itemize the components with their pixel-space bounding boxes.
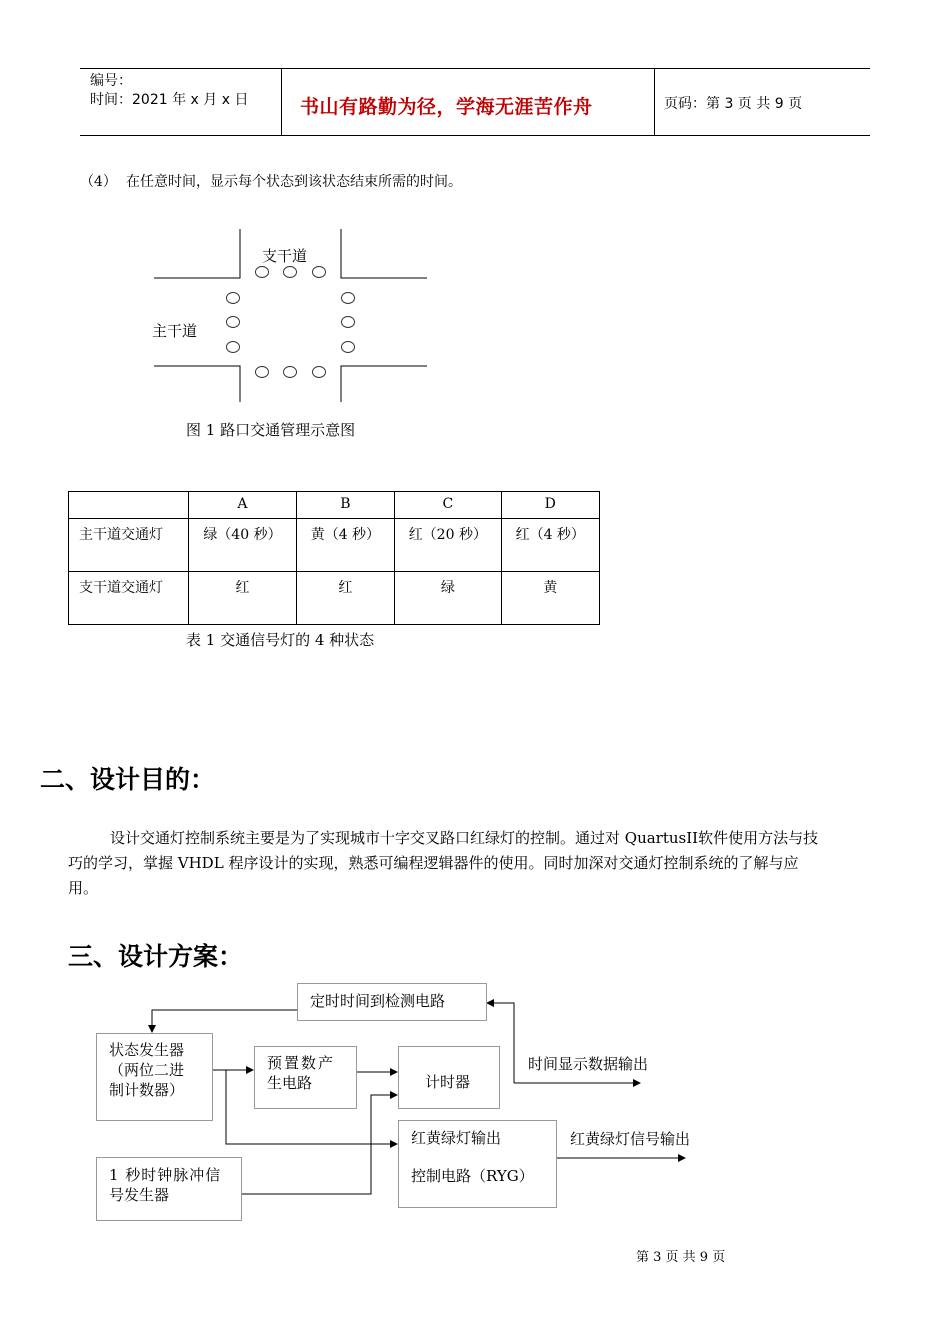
table-cell: 红 xyxy=(296,572,394,625)
section3-heading: 三、设计方案： xyxy=(68,942,244,971)
road-edge-top-left xyxy=(154,229,240,278)
table-row xyxy=(69,519,600,572)
timer-block xyxy=(398,1046,500,1109)
header-page-label: 页码：第 3 页 共 9 页 xyxy=(664,96,803,112)
signal-light xyxy=(342,342,355,353)
ryg-output-label: 红黄绿灯信号输出 xyxy=(570,1130,691,1148)
footer-page-number: 第 3 页 共 9 页 xyxy=(636,1250,726,1265)
signal-light xyxy=(284,267,297,278)
ryg-label-line2: 控制电路（RYG） xyxy=(411,1167,534,1185)
table-header-cell xyxy=(69,492,189,519)
requirement-index: （4） xyxy=(80,174,117,190)
signal-light xyxy=(256,367,269,378)
table-cell: 红（20 秒） xyxy=(395,519,501,572)
section2-paragraph-line2: 巧的学习，掌握 VHDL 程序设计的实现，熟悉可编程逻辑器件的使用。同时加深对交通灯控制系统的了解与应 xyxy=(68,854,799,872)
header-number-label: 编号： xyxy=(90,73,132,89)
table-header-cell: C xyxy=(395,492,501,519)
table-header-cell: D xyxy=(501,492,599,519)
main-road-label: 主干道 xyxy=(152,322,198,340)
header-time-label: 时间：2021 年 x 月 x 日 xyxy=(90,92,249,108)
preset-block xyxy=(254,1046,357,1109)
requirement-text: 在任意时间，显示每个状态到该状态结束所需的时间。 xyxy=(126,174,462,190)
section2-paragraph-line1: 设计交通灯控制系统主要是为了实现城市十字交叉路口红绿灯的控制。通过对 QuartusII软件使用方法与技 xyxy=(110,829,819,847)
figure1-caption: 图 1 路口交通管理示意图 xyxy=(186,421,356,439)
table-cell: 黄 xyxy=(501,572,599,625)
ryg-control-block xyxy=(398,1120,557,1208)
connector-clock-to-timer xyxy=(241,1095,397,1194)
preset-label-line1: 预置数产 xyxy=(267,1054,336,1072)
state-generator-label-line2: （两位二进 xyxy=(109,1061,185,1079)
clock-generator-block xyxy=(96,1157,242,1221)
timer-check-block xyxy=(297,983,487,1021)
table-row-label: 支干道交通灯 xyxy=(69,572,189,625)
header-divider-right xyxy=(654,69,655,136)
signal-light xyxy=(284,367,297,378)
state-generator-label-line3: 制计数器） xyxy=(109,1081,185,1099)
table-cell: 绿（40 秒） xyxy=(189,519,296,572)
clock-label-line2: 号发生器 xyxy=(109,1186,170,1204)
preset-label-line2: 生电路 xyxy=(267,1074,313,1092)
signal-light xyxy=(227,317,240,328)
road-edge-top-right xyxy=(341,229,427,278)
road-edge-bottom-right xyxy=(341,366,427,402)
table-row-label: 主干道交通灯 xyxy=(69,519,189,572)
road-edge-bottom-left xyxy=(154,366,240,402)
table-header-cell: A xyxy=(189,492,296,519)
section2-paragraph-line3: 用。 xyxy=(68,879,99,897)
connector-check-to-state xyxy=(152,1010,297,1032)
table-row xyxy=(69,572,600,625)
table-header-cell: B xyxy=(296,492,394,519)
table-cell: 红 xyxy=(189,572,296,625)
table-cell: 绿 xyxy=(395,572,501,625)
table1-caption: 表 1 交通信号灯的 4 种状态 xyxy=(186,631,375,649)
branch-road-label: 支干道 xyxy=(262,247,308,265)
signal-light xyxy=(342,317,355,328)
table-cell: 红（4 秒） xyxy=(501,519,599,572)
table-cell: 黄（4 秒） xyxy=(296,519,394,572)
signal-light xyxy=(227,342,240,353)
timer-check-label: 定时时间到检测电路 xyxy=(310,992,446,1010)
signal-light xyxy=(342,293,355,304)
header-top-rule xyxy=(80,68,870,69)
signal-light xyxy=(256,267,269,278)
table-header-row xyxy=(69,492,600,519)
timer-label: 计时器 xyxy=(425,1073,471,1091)
signal-light xyxy=(313,267,326,278)
header-bottom-rule xyxy=(80,135,870,136)
section2-heading: 二、设计目的： xyxy=(40,765,216,794)
ryg-label-line1: 红黄绿灯输出 xyxy=(411,1129,502,1147)
traffic-light-states-table xyxy=(68,491,600,625)
header-divider-left xyxy=(281,69,282,136)
header-motto: 书山有路勤为径，学海无涯苦作舟 xyxy=(300,96,593,118)
state-generator-label-line1: 状态发生器 xyxy=(109,1041,185,1059)
clock-label-line1: 1 秒时钟脉冲信 xyxy=(109,1166,222,1184)
time-output-label: 时间显示数据输出 xyxy=(528,1055,649,1073)
signal-light xyxy=(313,367,326,378)
signal-light xyxy=(227,293,240,304)
state-generator-block xyxy=(96,1033,213,1121)
